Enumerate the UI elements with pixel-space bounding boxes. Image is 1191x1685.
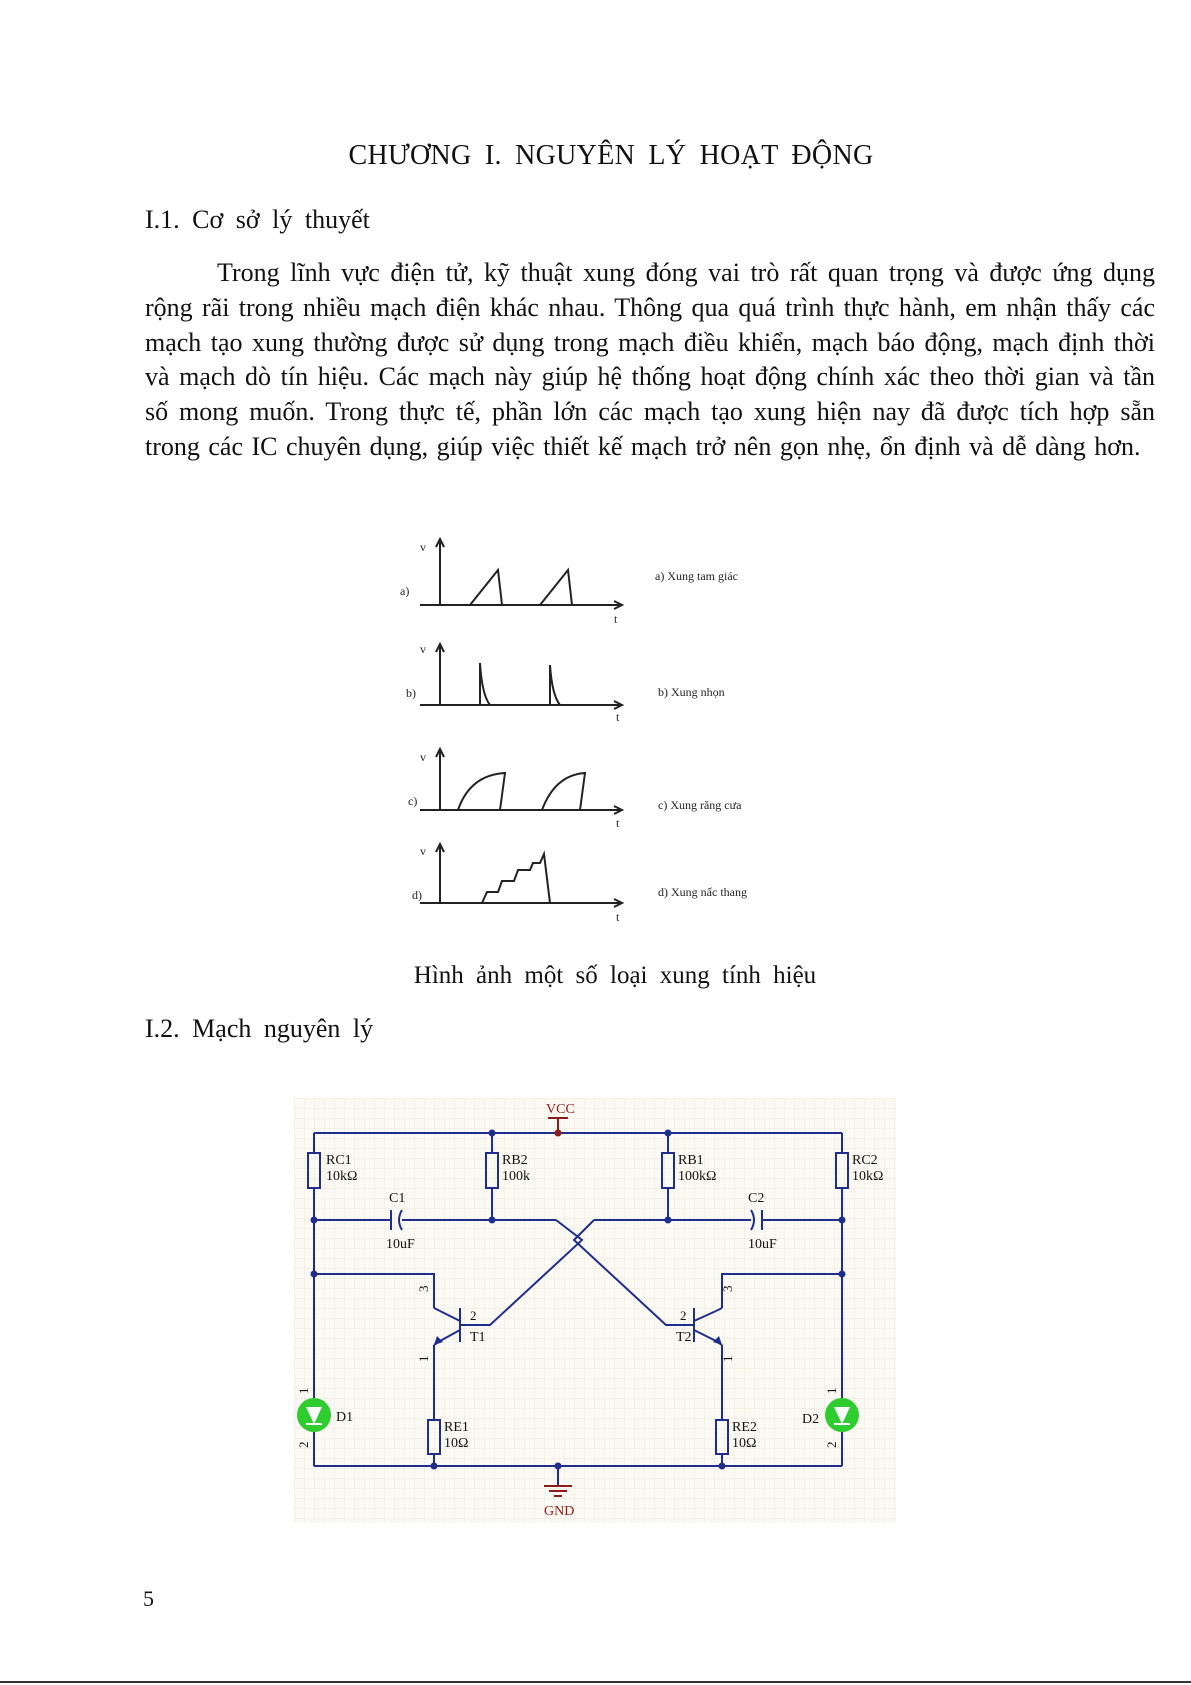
re2-name: RE2 — [732, 1420, 757, 1435]
rb2-name: RB2 — [502, 1153, 528, 1168]
row-tag-a: a) — [400, 584, 410, 598]
rb2-value: 100k — [502, 1169, 530, 1184]
rc1-value: 10kΩ — [326, 1169, 358, 1184]
chapter-title: CHƯƠNG I. NGUYÊN LÝ HOẠT ĐỘNG — [348, 140, 874, 171]
axis-v-c: v — [420, 750, 426, 764]
rc2-value: 10kΩ — [852, 1169, 884, 1184]
d1-name: D1 — [336, 1410, 354, 1425]
rb1-name: RB1 — [678, 1153, 704, 1168]
d1-pin-bottom: 2 — [296, 1441, 311, 1448]
axis-t-a: t — [614, 612, 618, 626]
t2-collector-pin: 3 — [720, 1285, 735, 1292]
schematic-diagram — [294, 1098, 896, 1523]
d1-led — [297, 1398, 331, 1432]
figure-caption: Hình ảnh một số loại xung tính hiệu — [413, 962, 817, 989]
section-heading-2: I.2. Mạch nguyên lý — [145, 1014, 374, 1043]
rc2-name: RC2 — [852, 1153, 878, 1168]
row-tag-b: b) — [406, 686, 416, 700]
c1-value: 10uF — [386, 1237, 415, 1252]
pulse-types-figure — [390, 535, 810, 935]
vcc-label: VCC — [546, 1102, 575, 1117]
t1-collector-pin: 3 — [416, 1285, 431, 1292]
d2-led — [825, 1398, 859, 1432]
gnd-label: GND — [544, 1504, 575, 1519]
re2-value: 10Ω — [732, 1436, 757, 1451]
d2-pin-top: 1 — [824, 1387, 839, 1394]
axis-t-c: t — [616, 816, 620, 830]
t1-base-pin: 2 — [470, 1308, 477, 1323]
row-label-a: a) Xung tam giác — [655, 569, 738, 583]
row-label-d: d) Xung nấc thang — [658, 885, 747, 899]
axis-v-b: v — [420, 642, 426, 656]
bottom-rule — [0, 1681, 1191, 1683]
axis-t-b: t — [616, 710, 620, 724]
t2-base-pin: 2 — [680, 1308, 687, 1323]
row-label-b: b) Xung nhọn — [658, 685, 725, 699]
t2-name: T2 — [676, 1330, 692, 1345]
c2-value: 10uF — [748, 1237, 777, 1252]
t1-emitter-pin: 1 — [416, 1355, 431, 1362]
t1-name: T1 — [470, 1330, 486, 1345]
axis-t-d: t — [616, 910, 620, 924]
body-paragraph: Trong lĩnh vực điện tử, kỹ thuật xung đóng vai trò rất quan trọng và được ứng dụng rộng rãi trong nhiều mạch điện khác nhau. Thông qua quá trình thực hành, em nhận thấy các mạch tạo xung thường được sử dụng trong mạch điều khiển, mạch báo động, mạch định thời và mạch dò tín hiệu. Các mạch này giúp hệ thống hoạt động chính xác theo thời gian và tần số mong muốn. Trong thực tế, phần lớn các mạch tạo xung hiện nay đã được tích hợp sẵn trong các IC chuyên dụng, giúp việc thiết kế mạch trở nên gọn nhẹ, ổn định và dễ dàng hơn. — [145, 258, 1155, 461]
c2-name: C2 — [748, 1191, 765, 1206]
d2-pin-bottom: 2 — [824, 1441, 839, 1448]
d1-pin-top: 1 — [296, 1387, 311, 1394]
t2-emitter-pin: 1 — [720, 1355, 735, 1362]
row-tag-c: c) — [408, 794, 418, 808]
axis-v-a: v — [420, 540, 426, 554]
rc1-name: RC1 — [326, 1153, 352, 1168]
re1-name: RE1 — [444, 1420, 469, 1435]
row-label-c: c) Xung răng cưa — [658, 798, 742, 812]
page-number: 5 — [143, 1586, 154, 1611]
row-tag-d: d) — [412, 888, 422, 902]
rb1-value: 100kΩ — [678, 1169, 717, 1184]
re1-value: 10Ω — [444, 1436, 469, 1451]
d2-name: D2 — [802, 1412, 820, 1427]
section-heading-1: I.1. Cơ sở lý thuyết — [145, 205, 370, 234]
c1-name: C1 — [389, 1191, 406, 1206]
axis-v-d: v — [420, 844, 426, 858]
